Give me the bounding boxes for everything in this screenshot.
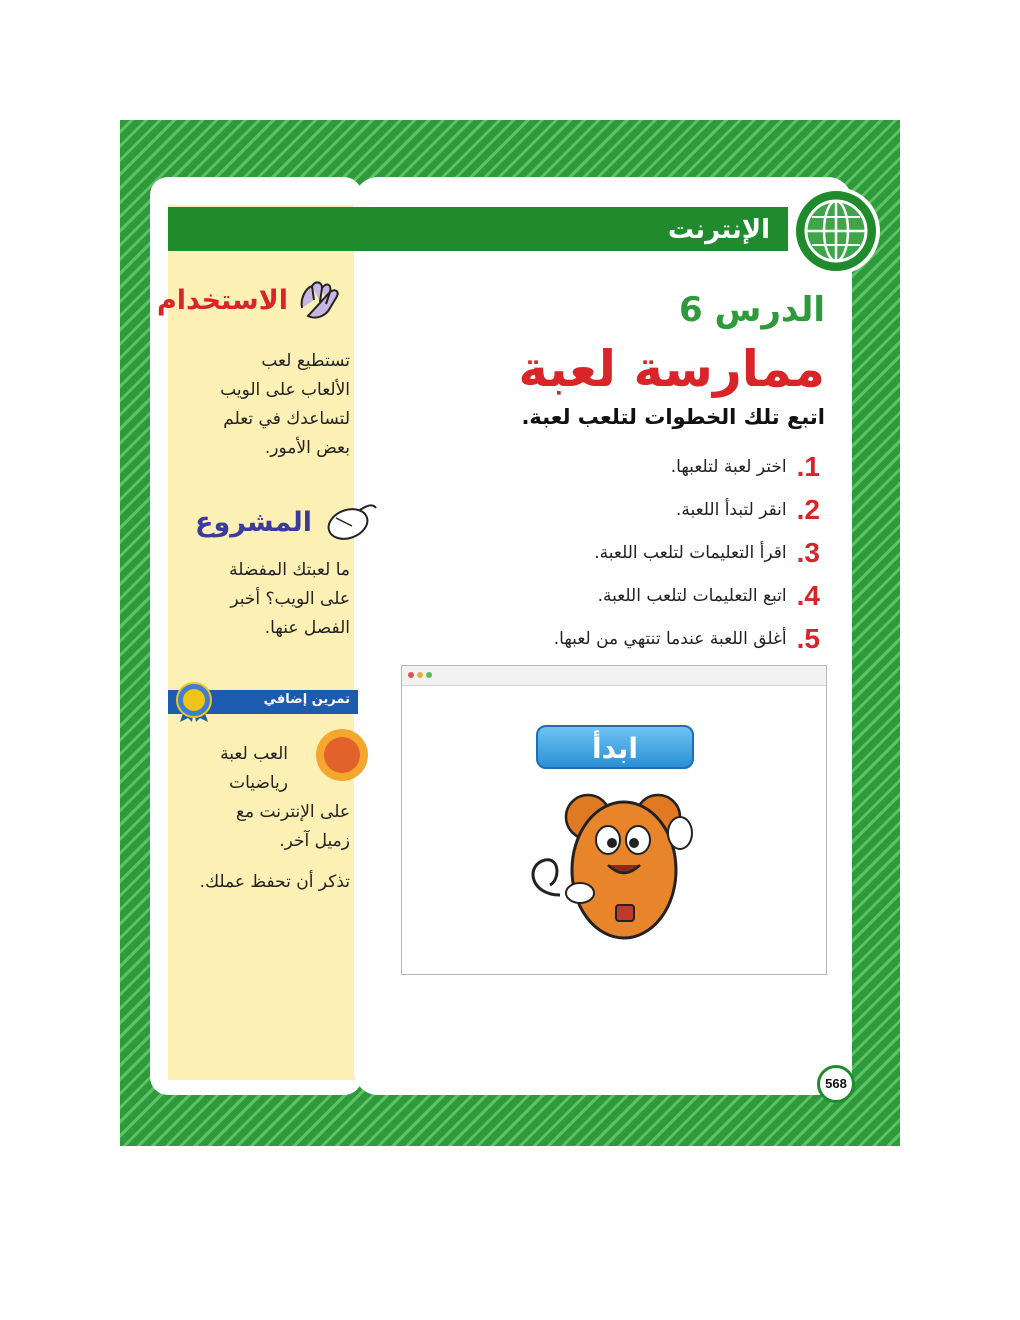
hand-icon bbox=[296, 278, 348, 322]
ribbon-badge-icon bbox=[172, 680, 216, 724]
step-number: 4. bbox=[796, 579, 820, 611]
step-text: أغلق اللعبة عندما تنتهي من لعبها. bbox=[553, 628, 787, 649]
extra-line: العب لعبة bbox=[220, 744, 288, 764]
header-title: الإنترنت bbox=[667, 215, 770, 245]
usage-line: الألعاب على الويب bbox=[220, 380, 350, 400]
step-number: 2. bbox=[796, 493, 820, 525]
step-item bbox=[554, 531, 820, 574]
extra-practice-label: تمرين إضافي bbox=[263, 692, 350, 707]
step-number: 3. bbox=[796, 536, 820, 568]
lesson-number: الدرس 6 bbox=[678, 290, 825, 330]
save-reminder: تذكر أن تحفظ عملك. bbox=[199, 872, 350, 892]
project-line: على الويب؟ أخبر bbox=[230, 589, 350, 609]
math-badge-icon bbox=[314, 727, 370, 783]
step-item bbox=[554, 574, 820, 617]
maximize-window-icon[interactable] bbox=[426, 672, 432, 678]
project-heading: المشروع bbox=[195, 507, 312, 538]
start-button[interactable]: ابدأ bbox=[536, 725, 694, 769]
minimize-window-icon[interactable] bbox=[417, 672, 423, 678]
project-line: الفصل عنها. bbox=[264, 618, 350, 638]
project-line: ما لعبتك المفضلة bbox=[229, 560, 350, 580]
steps-list bbox=[554, 445, 820, 660]
step-text: اتبع التعليمات لتلعب اللعبة. bbox=[597, 585, 787, 606]
extra-line: زميل آخر. bbox=[279, 831, 350, 851]
page-number: 568 bbox=[817, 1065, 855, 1103]
step-item bbox=[554, 445, 820, 488]
usage-heading: الاستخدام bbox=[156, 285, 288, 316]
step-number: 5. bbox=[796, 622, 820, 654]
extra-line: رياضيات bbox=[229, 773, 288, 793]
usage-line: لتساعدك في تعلم bbox=[223, 409, 350, 429]
close-window-icon[interactable] bbox=[408, 672, 414, 678]
lesson-title: ممارسة لعبة bbox=[518, 340, 825, 398]
step-item bbox=[554, 488, 820, 531]
step-text: اختر لعبة لتلعبها. bbox=[670, 456, 787, 477]
lesson-instruction: اتبع تلك الخطوات لتلعب لعبة. bbox=[521, 405, 825, 429]
step-text: انقر لتبدأ اللعبة. bbox=[675, 499, 787, 520]
step-number: 1. bbox=[796, 450, 820, 482]
computer-mouse-icon bbox=[322, 500, 378, 544]
usage-line: تستطيع لعب bbox=[261, 351, 350, 371]
step-item bbox=[554, 617, 820, 660]
usage-line: بعض الأمور. bbox=[264, 438, 350, 458]
browser-toolbar bbox=[402, 666, 826, 686]
extra-line: على الإنترنت مع bbox=[236, 802, 350, 822]
step-text: اقرأ التعليمات لتلعب اللعبة. bbox=[594, 542, 787, 563]
globe-icon bbox=[792, 187, 880, 275]
mouse-mascot-icon bbox=[520, 785, 700, 945]
